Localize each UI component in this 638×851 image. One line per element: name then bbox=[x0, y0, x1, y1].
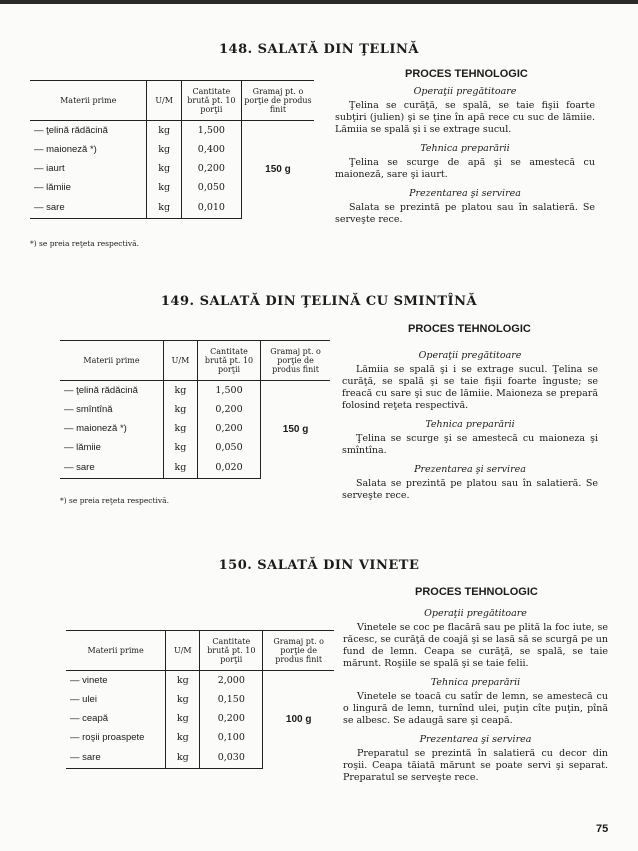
portion-weight: 150 g bbox=[261, 381, 330, 479]
step-heading: Prezentarea şi servirea bbox=[414, 464, 526, 475]
column-header-portion-weight: Gramaj pt. o porţie de produs finit bbox=[241, 81, 314, 121]
portion-weight: 100 g bbox=[263, 671, 334, 769]
process-heading: PROCES TEHNOLOGIC bbox=[405, 68, 528, 80]
ingredient-unit: kg bbox=[147, 178, 181, 197]
step-heading: Operaţii pregătitoare bbox=[418, 350, 522, 361]
page-top-edge bbox=[0, 0, 638, 4]
ingredient-unit: kg bbox=[163, 438, 197, 457]
ingredient-name: — ceapă bbox=[70, 712, 109, 724]
ingredient-name: — maioneză *) bbox=[64, 422, 127, 434]
ingredient-unit: kg bbox=[166, 690, 200, 709]
ingredient-quantity: 1,500 bbox=[181, 121, 241, 140]
ingredients-table bbox=[30, 80, 314, 219]
step-heading: Prezentarea şi servirea bbox=[419, 734, 532, 745]
column-header-unit: U/M bbox=[147, 81, 181, 121]
step-heading: Tehnica preparării bbox=[430, 677, 521, 688]
ingredient-name: — ţelină rădăcină bbox=[64, 384, 138, 396]
ingredient-unit: kg bbox=[147, 140, 181, 159]
step-heading: Prezentarea şi servirea bbox=[409, 188, 521, 199]
ingredient-unit: kg bbox=[163, 419, 197, 438]
ingredient-name: — ţelină rădăcină bbox=[34, 124, 108, 136]
column-header-portion-weight: Gramaj pt. o porţie de produs finit bbox=[261, 341, 330, 381]
recipe-title: 150. SALATĂ DIN VINETE bbox=[218, 558, 420, 573]
process-heading: PROCES TEHNOLOGIC bbox=[408, 323, 531, 335]
column-header-gross-quantity: Cantitate brută pt. 10 porţii bbox=[181, 81, 241, 121]
footnote: *) se preia reţeta respectivă. bbox=[30, 239, 139, 248]
ingredients-table bbox=[66, 630, 334, 769]
column-header-unit: U/M bbox=[163, 341, 197, 381]
portion-weight: 150 g bbox=[241, 121, 314, 219]
step-heading: Tehnica preparării bbox=[425, 419, 515, 430]
table-row bbox=[66, 671, 334, 690]
recipe-title: 149. SALATĂ DIN ŢELINĂ CU SMINTÎNĂ bbox=[160, 294, 478, 309]
ingredient-quantity: 0,020 bbox=[197, 457, 260, 479]
table-row bbox=[30, 121, 314, 140]
step-text: Lămiia se spală şi i se extrage sucul. Ţelina se curăţă, se spală şi se taie fişii foarte înguste; se freacă cu sare şi suc de lămiie. Maioneza se prepară folosind reţeta respectivă. bbox=[342, 364, 598, 411]
step-text: Vinetele se toacă cu satîr de lemn, se amestecă cu o lingură de lemn, turnînd ulei, puţin cîte puţin, pînă se albesc. Se adaugă sare şi ceapă. bbox=[343, 691, 608, 726]
ingredient-name: — roşii proaspete bbox=[70, 731, 145, 743]
step-text: Ţelina se scurge de apă şi se amestecă cu maioneză, sare şi iaurt. bbox=[335, 157, 595, 180]
ingredient-quantity: 0,200 bbox=[181, 159, 241, 178]
process-heading: PROCES TEHNOLOGIC bbox=[415, 586, 538, 598]
column-header-gross-quantity: Cantitate brută pt. 10 porţii bbox=[200, 631, 263, 671]
process-steps bbox=[335, 86, 595, 233]
ingredient-quantity: 0,200 bbox=[200, 709, 263, 728]
ingredient-name: — lămiie bbox=[64, 441, 101, 453]
step-heading: Tehnica preparării bbox=[420, 143, 510, 154]
ingredient-unit: kg bbox=[163, 400, 197, 419]
process-steps bbox=[343, 608, 608, 791]
ingredient-quantity: 0,200 bbox=[197, 419, 260, 438]
ingredient-name: — smîntînă bbox=[64, 403, 113, 415]
ingredient-name: — lămiie bbox=[34, 181, 71, 193]
column-header-portion-weight: Gramaj pt. o porţie de produs finit bbox=[263, 631, 334, 671]
step-text: Salata se prezintă pe platou sau în salatieră. Se serveşte rece. bbox=[335, 202, 595, 225]
ingredient-name: — iaurt bbox=[34, 162, 65, 174]
ingredient-quantity: 0,010 bbox=[181, 197, 241, 219]
ingredient-quantity: 0,050 bbox=[197, 438, 260, 457]
ingredient-quantity: 0,400 bbox=[181, 140, 241, 159]
step-heading: Operaţii pregătitoare bbox=[424, 608, 527, 619]
ingredient-unit: kg bbox=[147, 121, 181, 140]
step-heading: Operaţii pregătitoare bbox=[413, 86, 517, 97]
ingredient-unit: kg bbox=[166, 728, 200, 747]
column-header-materials: Materii prime bbox=[30, 81, 147, 121]
ingredient-unit: kg bbox=[147, 159, 181, 178]
ingredient-quantity: 0,200 bbox=[197, 400, 260, 419]
step-text: Vinetele se coc pe flacără sau pe plită la foc iute, se răcesc, se curăţă de coajă şi se lasă să se scurgă pe un fund de lemn. Ceapa se curăţă, se spală, se taie mărunt. Roşiile se spală şi se taie felii. bbox=[343, 622, 608, 669]
ingredient-unit: kg bbox=[163, 381, 197, 400]
page-number: 75 bbox=[596, 823, 609, 835]
ingredient-quantity: 0,100 bbox=[200, 728, 263, 747]
column-header-materials: Materii prime bbox=[60, 341, 163, 381]
column-header-gross-quantity: Cantitate brută pt. 10 porţii bbox=[197, 341, 260, 381]
ingredient-quantity: 0,050 bbox=[181, 178, 241, 197]
step-text: Ţelina se scurge şi se amestecă cu maioneza şi smîntîna. bbox=[342, 433, 598, 456]
column-header-materials: Materii prime bbox=[66, 631, 166, 671]
footnote: *) se preia reţeta respectivă. bbox=[60, 496, 169, 505]
ingredient-unit: kg bbox=[166, 747, 200, 769]
ingredient-unit: kg bbox=[163, 457, 197, 479]
ingredient-name: — sare bbox=[30, 197, 147, 219]
recipe-title: 148. SALATĂ DIN ŢELINĂ bbox=[218, 42, 419, 57]
ingredient-quantity: 0,030 bbox=[200, 747, 263, 769]
ingredients-table bbox=[60, 340, 330, 479]
ingredient-quantity: 2,000 bbox=[200, 671, 263, 690]
ingredient-name: — ulei bbox=[70, 693, 97, 705]
step-text: Ţelina se curăţă, se spală, se taie fişii foarte subţiri (julien) şi se ţine în apă rece cu suc de lămiie. Lămiia se spală şi i se extrage sucul. bbox=[335, 100, 595, 135]
step-text: Preparatul se prezintă în salatieră cu decor din roşii. Ceapa tăiată mărunt se poate servi şi separat. Preparatul se serveşte rece. bbox=[343, 748, 608, 783]
ingredient-unit: kg bbox=[166, 671, 200, 690]
ingredient-name: — maioneză *) bbox=[34, 143, 97, 155]
process-steps bbox=[342, 350, 598, 509]
ingredient-unit: kg bbox=[147, 197, 181, 219]
ingredient-quantity: 0,150 bbox=[200, 690, 263, 709]
ingredient-name: — vinete bbox=[70, 674, 108, 686]
column-header-unit: U/M bbox=[166, 631, 200, 671]
ingredient-name: — sare bbox=[66, 747, 166, 769]
step-text: Salata se prezintă pe platou sau în salatieră. Se serveşte rece. bbox=[342, 478, 598, 501]
ingredient-unit: kg bbox=[166, 709, 200, 728]
ingredient-quantity: 1,500 bbox=[197, 381, 260, 400]
table-row bbox=[60, 381, 330, 400]
ingredient-name: — sare bbox=[60, 457, 163, 479]
